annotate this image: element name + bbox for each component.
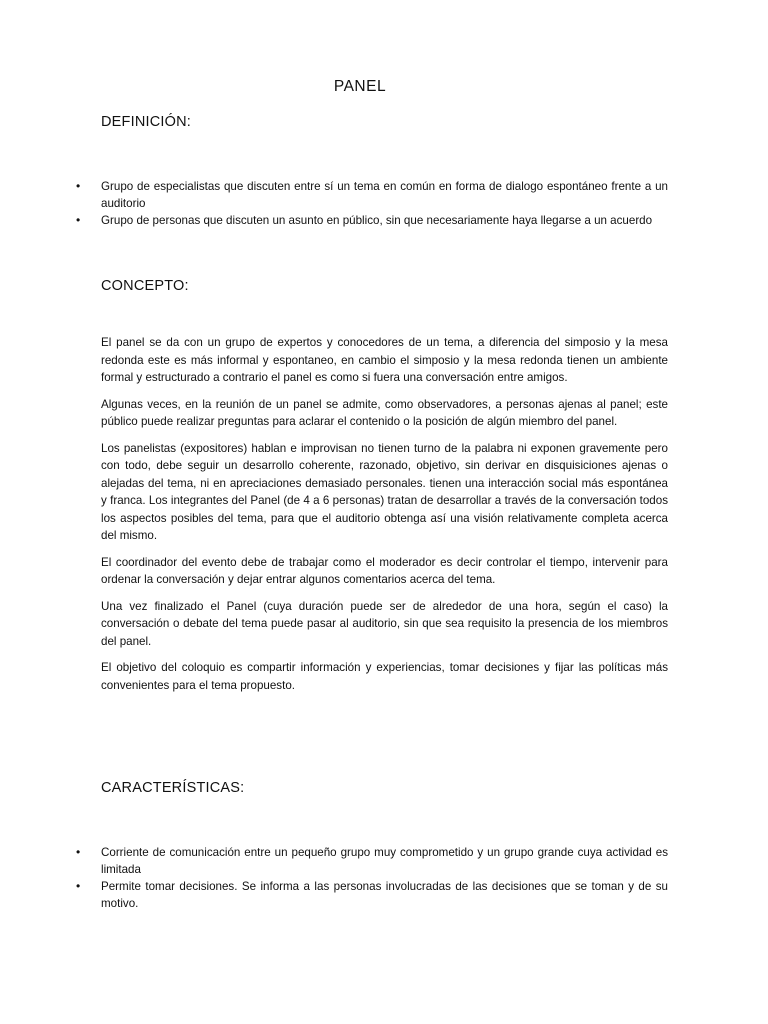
- heading-definicion: DEFINICIÓN:: [101, 114, 192, 130]
- bullet-icon: •: [76, 845, 81, 859]
- page-title: PANEL: [333, 78, 387, 95]
- definicion-list: [76, 178, 668, 229]
- paragraph: Una vez finalizado el Panel (cuya duración puede ser de alrededor de una hora, según el caso) la conversación o debate del tema puede pasar al auditorio, sin que sea requisito la presencia de los miembros del panel.: [101, 599, 668, 648]
- list-item: [76, 844, 668, 878]
- list-item: [76, 212, 668, 229]
- concepto-body: [101, 334, 668, 703]
- heading-caracteristicas: CARACTERÍSTICAS:: [101, 780, 245, 796]
- list-item-text: Permite tomar decisiones. Se informa a las personas involucradas de las decisiones que se toman y de su motivo.: [101, 880, 668, 910]
- list-item-text: Grupo de especialistas que discuten entre sí un tema en común en forma de dialogo espontáneo frente a un auditorio: [101, 180, 668, 210]
- caracteristicas-list: [76, 844, 668, 912]
- bullet-icon: •: [76, 179, 81, 193]
- bullet-icon: •: [76, 213, 81, 227]
- list-item: [76, 878, 668, 912]
- heading-concepto: CONCEPTO:: [101, 278, 189, 294]
- bullet-icon: •: [76, 879, 81, 893]
- paragraph: Los panelistas (expositores) hablan e improvisan no tienen turno de la palabra ni exponen gravemente pero con todo, debe seguir un desarrollo coherente, razonado, objetivo, sin derivar en disquisiciones ajenas o alejadas del tema, ni en apreciaciones demasiado personales. tienen una interacción social más espontánea y franca. Los integrantes del Panel (de 4 a 6 personas) tratan de desarrollar a través de la conversación todos los aspectos posibles del tema, para que el auditorio obtenga así una visión relativamente completa acerca del mismo.: [101, 441, 668, 542]
- paragraph: Algunas veces, en la reunión de un panel se admite, como observadores, a personas ajenas al panel; este público puede realizar preguntas para aclarar el contenido o la posición de algún miembro del panel.: [101, 397, 668, 428]
- list-item: [76, 178, 668, 212]
- list-item-text: Grupo de personas que discuten un asunto en público, sin que necesariamente haya llegarse a un acuerdo: [101, 214, 653, 227]
- paragraph: El objetivo del coloquio es compartir información y experiencias, tomar decisiones y fijar las políticas más convenientes para el tema propuesto.: [101, 661, 668, 692]
- paragraph: El panel se da con un grupo de expertos y conocedores de un tema, a diferencia del simposio y la mesa redonda este es más informal y espontaneo, en cambio el simposio y la mesa redonda tienen un ambiente formal y estructurado a contrario el panel es como si fuera una conversación entre amigos.: [101, 336, 668, 384]
- paragraph: El coordinador del evento debe de trabajar como el moderador es decir controlar el tiempo, intervenir para ordenar la conversación y dejar entrar algunos comentarios acerca del tema.: [101, 555, 668, 586]
- list-item-text: Corriente de comunicación entre un pequeño grupo muy comprometido y un grupo grande cuya actividad es limitada: [101, 846, 668, 876]
